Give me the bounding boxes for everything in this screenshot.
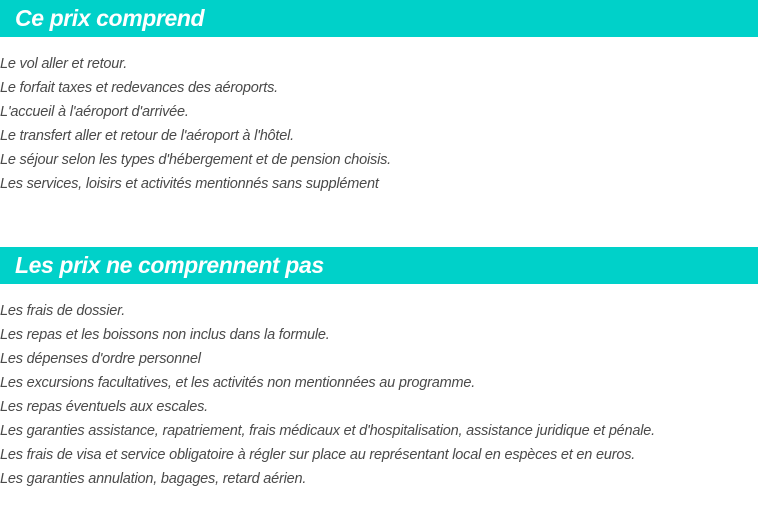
included-list [0,52,391,196]
excluded-item: Les frais de visa et service obligatoire à régler sur place au représentant local en espèces et en euros. [0,447,636,463]
excluded-item: Les garanties annulation, bagages, retard aérien. [0,471,307,487]
excluded-item: Les garanties assistance, rapatriement, frais médicaux et d'hospitalisation, assistance juridique et pénale. [0,423,655,439]
included-item: L'accueil à l'aéroport d'arrivée. [0,104,189,120]
excluded-section-title: Les prix ne comprennent pas [15,252,324,278]
excluded-list [0,299,655,491]
included-item: Le transfert aller et retour de l'aéroport à l'hôtel. [0,128,294,144]
excluded-section-header [0,247,758,284]
excluded-item: Les frais de dossier. [0,303,126,319]
included-item: Le forfait taxes et redevances des aéroports. [0,80,278,96]
included-item: Le vol aller et retour. [0,56,128,72]
excluded-item: Les dépenses d'ordre personnel [0,351,201,367]
included-section-header [0,0,758,37]
included-item: Le séjour selon les types d'hébergement et de pension choisis. [0,152,391,168]
included-section-title: Ce prix comprend [15,5,205,31]
excluded-item: Les repas éventuels aux escales. [0,399,209,415]
excluded-item: Les repas et les boissons non inclus dans la formule. [0,327,330,343]
excluded-item: Les excursions facultatives, et les activités non mentionnées au programme. [0,375,476,391]
included-item: Les services, loisirs et activités mentionnés sans supplément [0,176,379,192]
